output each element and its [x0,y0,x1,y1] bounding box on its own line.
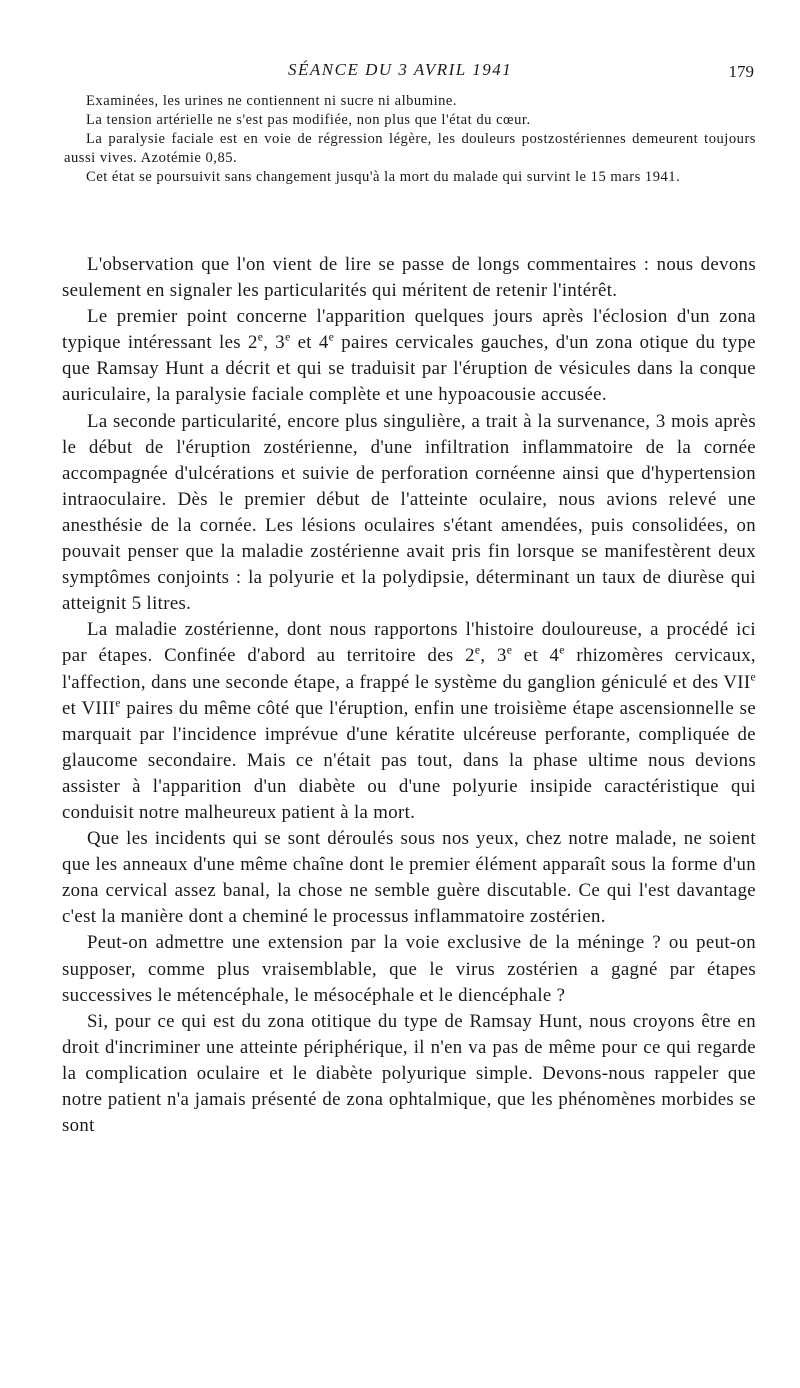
page-number: 179 [728,62,754,81]
case-note: La tension artérielle ne s'est pas modifiée, non plus que l'état du cœur. [86,112,531,128]
commentary [62,252,756,1139]
running-title: SÉANCE DU 3 AVRIL 1941 [288,60,513,79]
case-note: Cet état se poursuivit sans changement jusqu'à la mort du malade qui survint le 15 mars 1941. [86,169,681,185]
paragraph-question: Peut-on admettre une extension par la voie exclusive de la méninge ? ou peut-on supposer, comme plus vraisemblable, que le virus zostérien a gagné par étapes successives le métencéphale, le mésocéphale et le diencéphale ? [62,932,756,1006]
running-header [0,60,800,86]
case-notes [64,92,756,187]
paragraph-stages: La maladie zostérienne, dont nous rapportons l'histoire douloureuse, a procédé ici par étapes. Confinée d'abord au territoire des 2e, 3e et 4e rhizomères cervicaux, l'affection, dans une seconde étape, a frappé le système du ganglion géniculé et des VIIe et VIIIe paires du même côté que l'éruption, enfin une troisième étape ascensionnelle se marquait par l'incidence imprévue d'une kératite ulcéreuse perforante, compliquée de glaucome secondaire. Mais ce n'était pas tout, dans la phase ultime nous devions assister à l'apparition d'un diabète ou d'une polyurie insipide caractéristique qui conduisit notre malheureux patient à la mort. [62,619,757,823]
paragraph-observation: L'observation que l'on vient de lire se passe de longs commentaires : nous devons seulement en signaler les particularités qui méritent de retenir l'intérêt. [62,254,756,302]
case-note: Examinées, les urines ne contiennent ni sucre ni albumine. [86,93,458,109]
paragraph-second-point: La seconde particularité, encore plus singulière, a trait à la survenance, 3 mois après le début de l'éruption zostérienne, d'une infiltration inflammatoire de la cornée accompagnée d'ulcérations et suivie de perforation cornéenne ainsi que d'hypertension intraoculaire. Dès le premier début de l'atteinte oculaire, nous avions relevé une anesthésie de la cornée. Les lésions oculaires s'étant amendées, puis consolidées, on pouvait penser que la maladie zostérienne avait pris fin lorsque se manifestèrent deux symptômes conjoints : la polyurie et la polydipsie, déterminant un taux de diurèse qui atteignit 5 litres. [62,410,756,615]
case-note: La paralysie faciale est en voie de régression légère, les douleurs postzostériennes demeurent toujours aussi vives. Azotémie 0,85. [64,131,756,166]
paragraph-chain: Que les incidents qui se sont déroulés sous nos yeux, chez notre malade, ne soient que les anneaux d'une même chaîne dont le premier élément apparaît sous la forme d'un zona cervical assez banal, la chose ne semble guère discutable. Ce qui l'est davantage c'est la manière dont a cheminé le processus inflammatoire zostérien. [62,828,756,928]
paragraph-first-point: Le premier point concerne l'apparition quelques jours après l'éclosion d'un zona typique intéressant les 2e, 3e et 4e paires cervicales gauches, d'un zona otique du type que Ramsay Hunt a décrit et qui se traduisit par l'éruption de vésicules dans la conque auriculaire, la paralysie faciale complète et une hypoacousie accusée. [62,306,756,406]
paragraph-otitic: Si, pour ce qui est du zona otitique du type de Ramsay Hunt, nous croyons être en droit d'incriminer une atteinte périphérique, il n'en va pas de même pour ce qui regarde la complication oculaire et le diabète polyurique simple. Devons-nous rappeler que notre patient n'a jamais présenté de zona ophtalmique, que les phénomènes morbides se sont [62,1010,756,1137]
